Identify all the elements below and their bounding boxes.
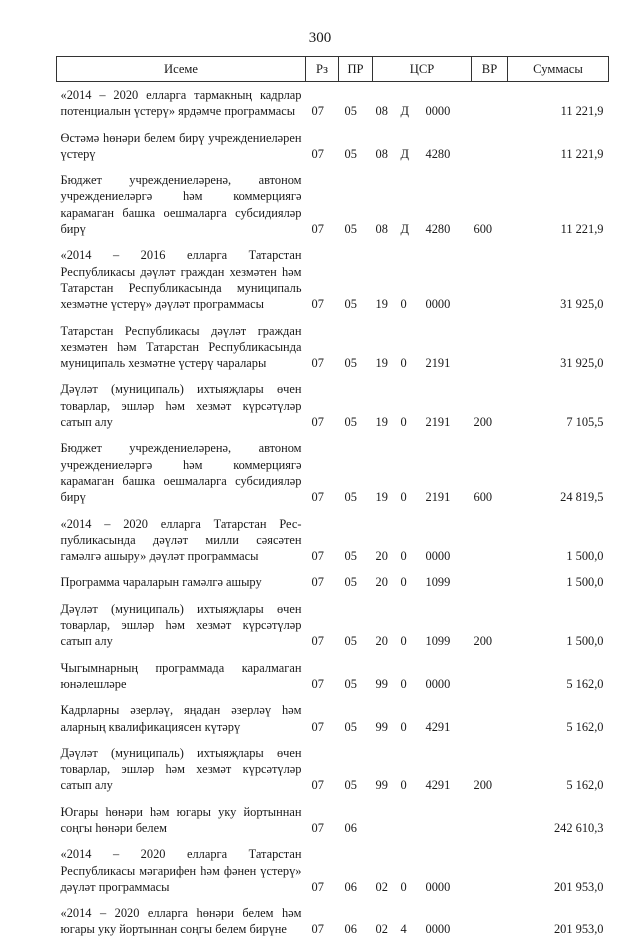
row-sum: 11 221,9 xyxy=(560,104,604,119)
row-pr: 05 xyxy=(344,415,357,430)
row-vr: 200 xyxy=(473,778,493,793)
row-name: «2014 – 2020 елларга Татарстан Рес-публикасында дәүләт милли сәясәтен гамәлгә ашыру» дәүләт программасы xyxy=(60,516,302,564)
row-vr xyxy=(472,697,508,740)
row-pr: 05 xyxy=(344,719,357,734)
row-sum: 1 500,0 xyxy=(566,575,604,590)
row-sum: 242 610,3 xyxy=(553,820,604,835)
row-vr: 600 xyxy=(473,222,493,237)
row-csr-program: 99 xyxy=(375,778,388,793)
row-vr xyxy=(472,655,508,698)
row-name: Дәүләт (муниципаль) ихтыяҗлары өчен товарлар, эшләр һәм хезмәт күрсәтүләр сатып алу xyxy=(60,382,302,430)
table-row xyxy=(57,511,609,570)
row-vr: 200 xyxy=(473,415,493,430)
row-sum: 1 500,0 xyxy=(566,634,604,649)
table-row xyxy=(57,82,609,125)
row-csr-subprogram: 0 xyxy=(400,676,407,691)
row-rz: 07 xyxy=(311,634,324,649)
row-csr-code: 2191 xyxy=(425,490,451,505)
row-rz: 07 xyxy=(311,549,324,564)
row-sum: 201 953,0 xyxy=(553,922,604,937)
row-csr-subprogram: 0 xyxy=(400,415,407,430)
row-csr-program: 08 xyxy=(375,222,388,237)
row-csr-subprogram: 0 xyxy=(400,778,407,793)
header-pr: ПР xyxy=(339,57,373,82)
row-vr xyxy=(472,900,508,943)
row-csr-program: 08 xyxy=(375,146,388,161)
row-pr: 05 xyxy=(344,222,357,237)
row-pr: 05 xyxy=(344,297,357,312)
row-csr-program: 19 xyxy=(375,415,388,430)
row-name: «2014 – 2020 елларга һөнәри белем һәм югары уку йортыннан соңгы белем бирүне xyxy=(60,906,302,937)
row-name: Өстәмә һөнәри белем бирү учреждениеләрен үстерү xyxy=(60,130,302,161)
row-rz: 07 xyxy=(311,356,324,371)
row-csr-code: 0000 xyxy=(425,922,451,937)
row-csr-code: 0000 xyxy=(425,549,451,564)
row-sum: 31 925,0 xyxy=(560,297,604,312)
row-rz: 07 xyxy=(311,719,324,734)
page-number: 300 xyxy=(308,30,332,46)
header-name: Исеме xyxy=(57,57,306,82)
row-csr-subprogram: 0 xyxy=(400,879,407,894)
row-vr xyxy=(472,318,508,377)
row-rz: 07 xyxy=(311,490,324,505)
row-csr-subprogram: 0 xyxy=(400,634,407,649)
row-rz: 07 xyxy=(311,297,324,312)
row-name: Чыгымнарның программада каралмаган юнәлешләре xyxy=(60,660,302,691)
row-rz: 07 xyxy=(311,575,324,590)
row-vr xyxy=(472,511,508,570)
budget-table xyxy=(56,56,609,943)
row-rz: 07 xyxy=(311,415,324,430)
row-csr-subprogram: 0 xyxy=(400,719,407,734)
row-vr xyxy=(472,242,508,317)
row-vr xyxy=(472,125,508,168)
row-sum: 24 819,5 xyxy=(560,490,604,505)
row-pr: 06 xyxy=(344,879,357,894)
row-rz: 07 xyxy=(311,146,324,161)
row-pr: 05 xyxy=(344,575,357,590)
row-pr: 06 xyxy=(344,820,357,835)
table-row xyxy=(57,167,609,242)
table-row xyxy=(57,697,609,740)
row-vr xyxy=(472,82,508,125)
row-csr-subprogram: 4 xyxy=(400,922,407,937)
row-csr-program: 19 xyxy=(375,490,388,505)
row-csr-program: 20 xyxy=(375,549,388,564)
row-rz: 07 xyxy=(311,820,324,835)
row-csr-subprogram: 0 xyxy=(400,356,407,371)
row-csr-code: 0000 xyxy=(425,879,451,894)
row-csr-program: 20 xyxy=(375,575,388,590)
row-sum: 11 221,9 xyxy=(560,146,604,161)
row-csr-code: 0000 xyxy=(425,297,451,312)
table-row xyxy=(57,841,609,900)
row-csr-program: 02 xyxy=(375,879,388,894)
header-csr: ЦСР xyxy=(373,57,472,82)
row-name: Югары һөнәри һәм югары уку йортыннан соңгы һөнәри белем xyxy=(60,804,302,835)
header-sum: Суммасы xyxy=(508,57,609,82)
row-csr-code: 2191 xyxy=(425,415,451,430)
row-csr-code: 4280 xyxy=(425,146,451,161)
row-sum: 5 162,0 xyxy=(566,719,604,734)
row-csr-subprogram: 0 xyxy=(400,297,407,312)
row-csr-code: 0000 xyxy=(425,676,451,691)
header-vr: ВР xyxy=(472,57,508,82)
row-vr xyxy=(472,799,508,842)
row-pr: 05 xyxy=(344,676,357,691)
header-rz: Рз xyxy=(306,57,339,82)
row-csr-code: 1099 xyxy=(425,575,451,590)
row-name: «2014 – 2020 елларга Татарстан Республикасы мәгарифен һәм фәнен үстерү» дәүләт программасы xyxy=(60,847,302,894)
row-csr-code: 4291 xyxy=(425,778,451,793)
row-pr: 05 xyxy=(344,356,357,371)
row-csr-program: 99 xyxy=(375,719,388,734)
row-sum: 5 162,0 xyxy=(566,676,604,691)
row-csr-subprogram: 0 xyxy=(400,575,407,590)
row-csr-program: 02 xyxy=(375,922,388,937)
row-pr: 05 xyxy=(344,490,357,505)
row-name: Дәүләт (муниципаль) ихтыяҗлары өчен товарлар, эшләр һәм хезмәт күрсәтүләр сатып алу xyxy=(60,601,302,649)
row-pr: 05 xyxy=(344,778,357,793)
row-csr-program: 20 xyxy=(375,634,388,649)
row-csr-program xyxy=(373,799,399,842)
row-name: Дәүләт (муниципаль) ихтыяҗлары өчен товарлар, эшләр һәм хезмәт күрсәтүләр сатып алу xyxy=(60,745,302,793)
row-rz: 07 xyxy=(311,778,324,793)
table-row xyxy=(57,242,609,317)
row-csr-code: 1099 xyxy=(425,634,451,649)
table-row xyxy=(57,596,609,655)
table-row xyxy=(57,569,609,595)
row-csr-subprogram: Д xyxy=(400,222,409,237)
row-sum: 1 500,0 xyxy=(566,549,604,564)
row-sum: 31 925,0 xyxy=(560,356,604,371)
row-csr-subprogram: 0 xyxy=(400,549,407,564)
table-row xyxy=(57,655,609,698)
row-rz: 07 xyxy=(311,222,324,237)
row-csr-program: 19 xyxy=(375,356,388,371)
table-row xyxy=(57,435,609,510)
row-pr: 05 xyxy=(344,146,357,161)
row-name: Татарстан Республикасы дәүләт граждан хезмәтен һәм Татарстан Республикасында муниципаль хезмәтне үстерү чаралары xyxy=(60,323,302,371)
row-name: Программа чараларын гамәлгә ашыру xyxy=(60,575,262,590)
row-pr: 05 xyxy=(344,549,357,564)
row-csr-code: 4280 xyxy=(425,222,451,237)
table-row xyxy=(57,318,609,377)
row-vr: 200 xyxy=(473,634,493,649)
row-csr-code: 2191 xyxy=(425,356,451,371)
row-vr: 600 xyxy=(473,490,493,505)
row-csr-program: 19 xyxy=(375,297,388,312)
row-name: Кадрларны әзерләү, яңадан әзерләү һәм аларның квалификациясен күтәрү xyxy=(60,703,302,734)
table-row xyxy=(57,740,609,799)
row-csr-subprogram: Д xyxy=(400,146,409,161)
row-name: «2014 – 2016 елларга Татарстан Республикасы дәүләт граждан хезмәтен һәм Татарстан Республикасында муниципаль хезмәтне үстерү» дәүләт программасы xyxy=(60,248,302,312)
row-pr: 06 xyxy=(344,922,357,937)
row-csr-subprogram: Д xyxy=(400,104,409,119)
table-row xyxy=(57,125,609,168)
row-pr: 05 xyxy=(344,634,357,649)
row-csr-program: 08 xyxy=(375,104,388,119)
row-csr-subprogram: 0 xyxy=(400,490,407,505)
table-row xyxy=(57,376,609,435)
row-rz: 07 xyxy=(311,879,324,894)
row-pr: 05 xyxy=(344,104,357,119)
row-csr-code: 4291 xyxy=(425,719,451,734)
row-csr-subprogram xyxy=(399,799,418,842)
row-rz: 07 xyxy=(311,104,324,119)
row-name: «2014 – 2020 елларга тармакның кадрлар потенциалын үстерү» ярдәмче программасы xyxy=(60,88,302,119)
row-vr xyxy=(472,569,508,595)
row-csr-program: 99 xyxy=(375,676,388,691)
row-vr xyxy=(472,841,508,900)
row-csr-code xyxy=(418,799,472,842)
row-sum: 11 221,9 xyxy=(560,222,604,237)
row-sum: 201 953,0 xyxy=(553,879,604,894)
table-row xyxy=(57,900,609,943)
table-row xyxy=(57,799,609,842)
row-csr-code: 0000 xyxy=(425,104,451,119)
row-name: Бюджет учреждениеләренә, автоном учреждениеләргә һәм коммерциягә карамаган башка оешмаларга субсидияләр бирү xyxy=(60,441,302,505)
table-header xyxy=(57,57,609,82)
row-rz: 07 xyxy=(311,922,324,937)
row-sum: 7 105,5 xyxy=(566,415,604,430)
row-sum: 5 162,0 xyxy=(566,778,604,793)
row-rz: 07 xyxy=(311,676,324,691)
table-body xyxy=(57,82,609,943)
row-name: Бюджет учреждениеләренә, автоном учреждениеләргә һәм коммерциягә карамаган башка оешмаларга субсидияләр бирү xyxy=(60,173,302,237)
